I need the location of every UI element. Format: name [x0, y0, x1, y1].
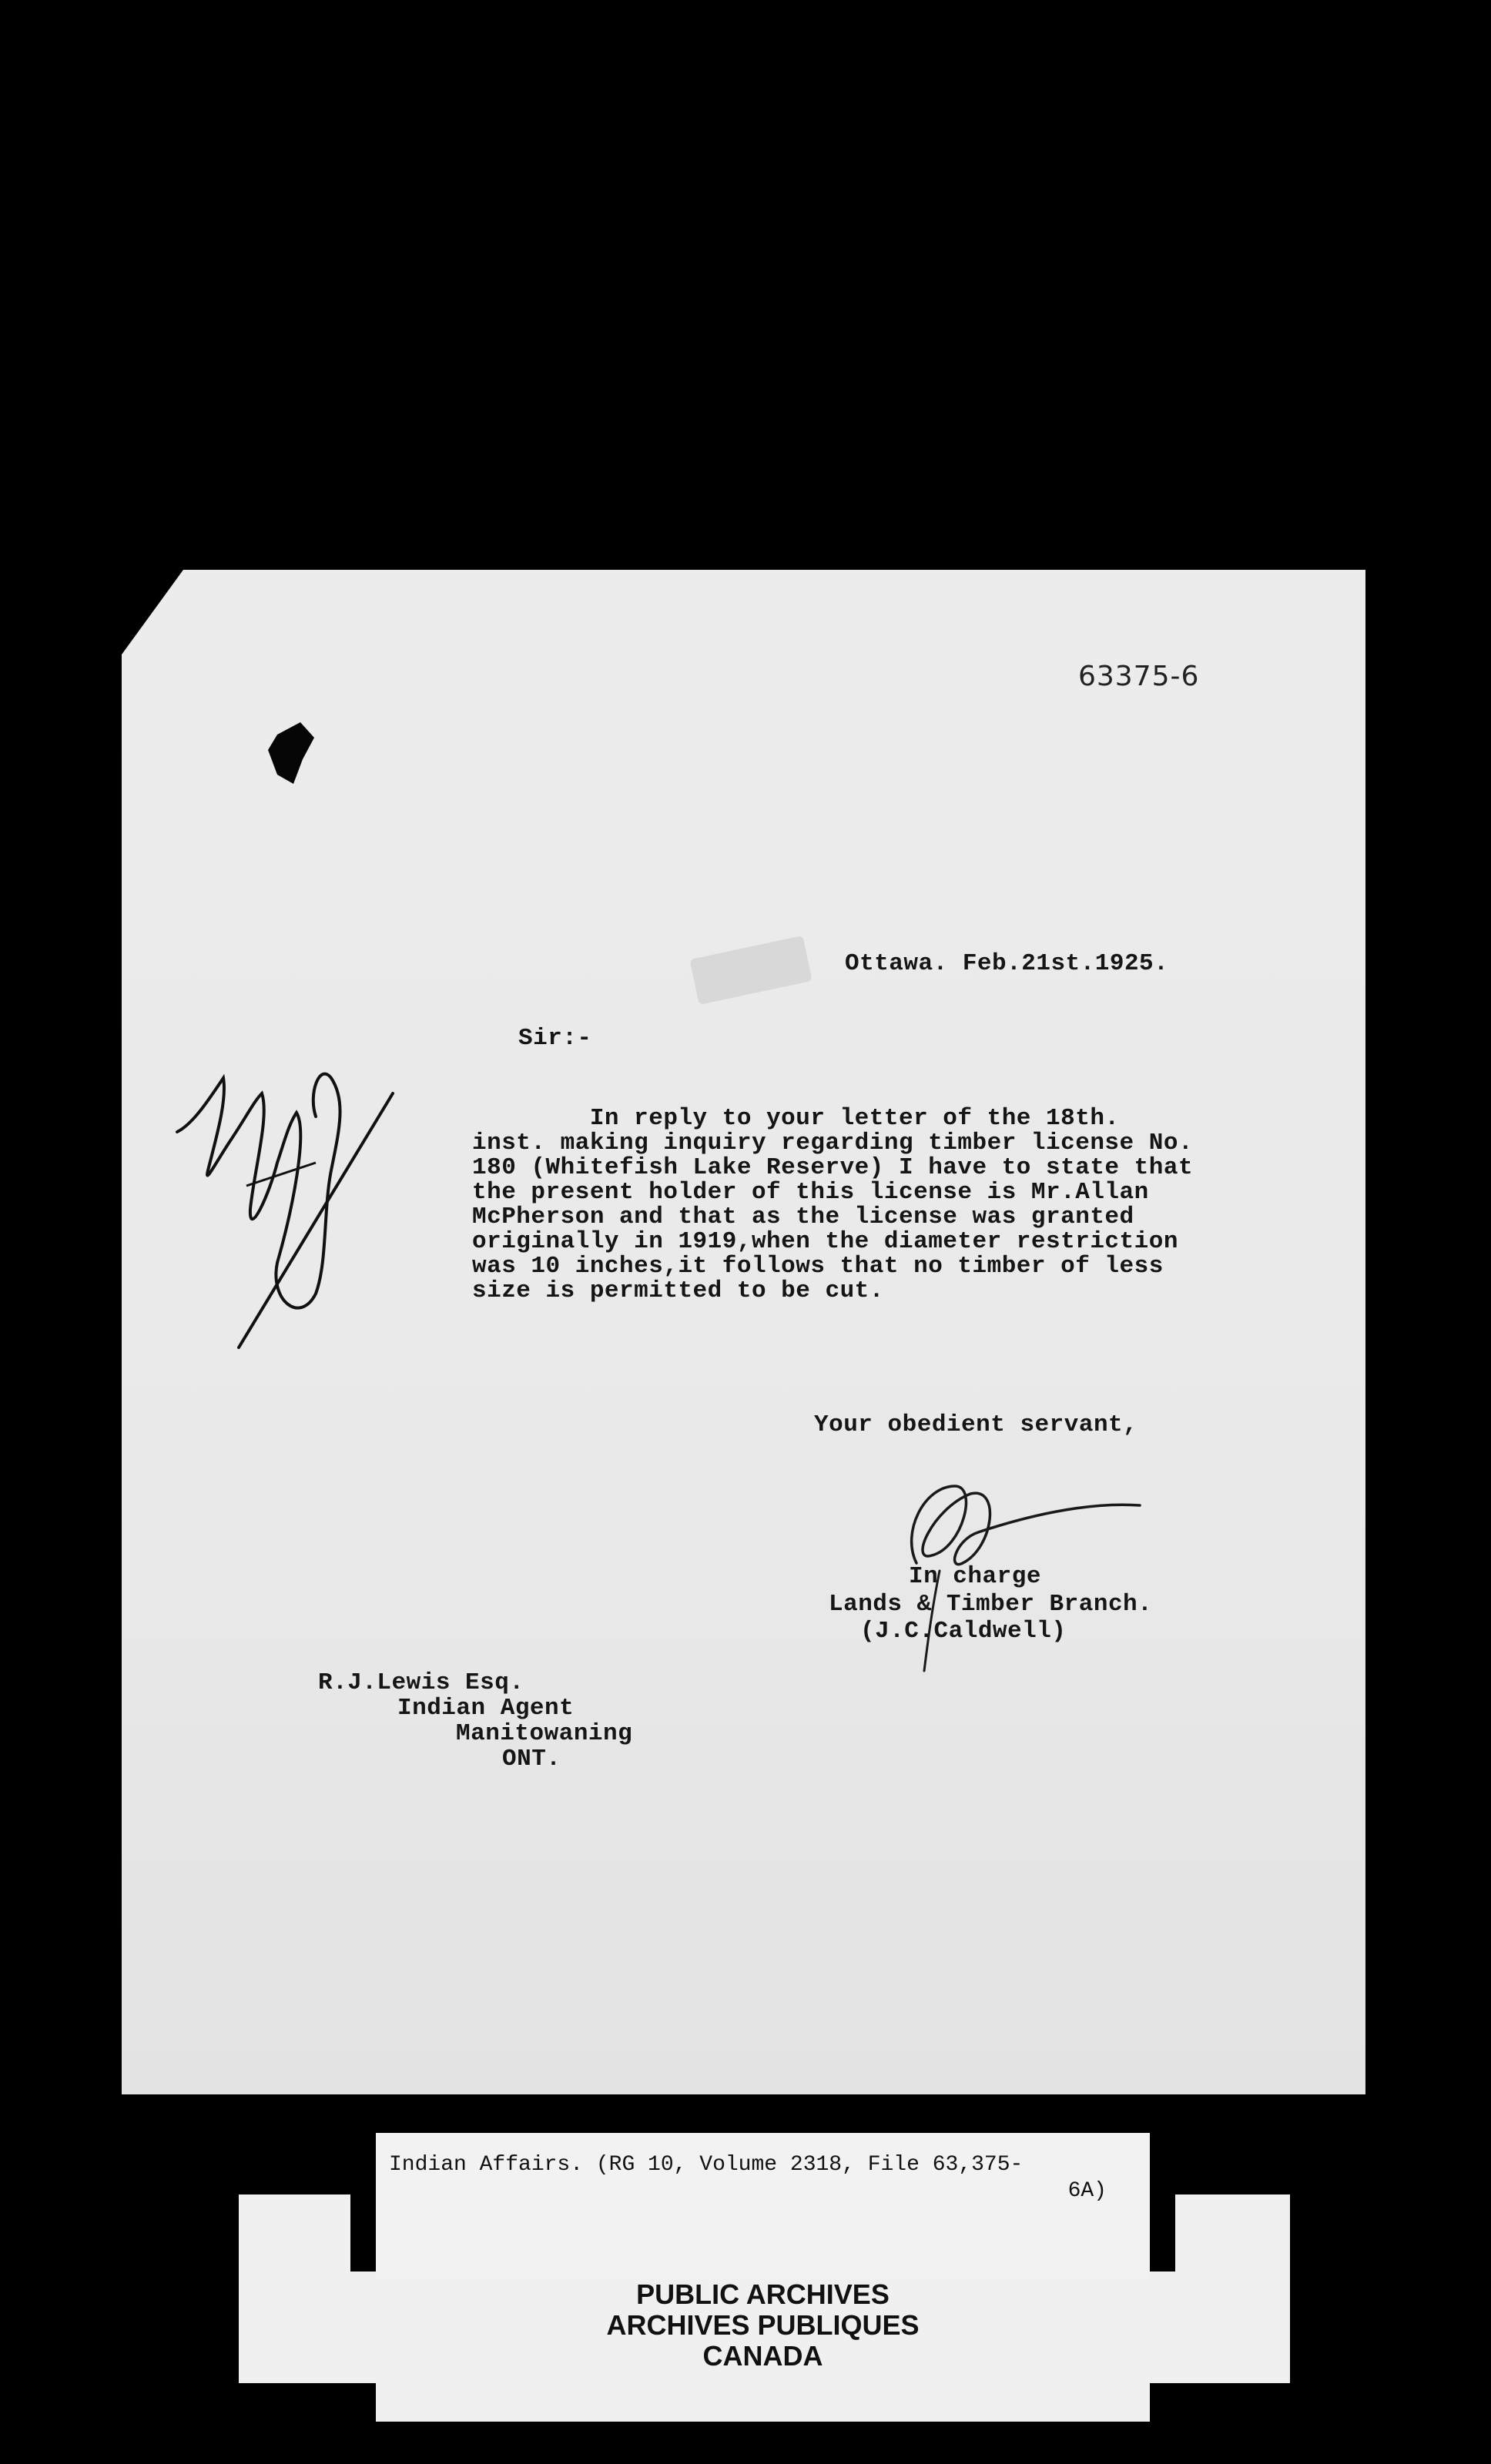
signature-branch: Lands & Timber Branch. [829, 1591, 1153, 1618]
archive-reference-line1: Indian Affairs. (RG 10, Volume 2318, File 63,375- [389, 2153, 1024, 2177]
body-line: was 10 inches,it follows that no timber of less [472, 1253, 1164, 1280]
address-line: ONT. [502, 1746, 561, 1773]
address-line: Manitowaning [456, 1720, 633, 1747]
body-line: the present holder of this license is Mr.Allan [472, 1179, 1149, 1206]
closing: Your obedient servant, [814, 1411, 1138, 1438]
handwritten-signature [886, 1440, 1155, 1686]
body-line: 180 (Whitefish Lake Reserve) I have to state that [472, 1154, 1194, 1181]
institution-line: PUBLIC ARCHIVES [636, 2278, 890, 2310]
archive-card-bottom [376, 2383, 1150, 2422]
address-line: Indian Agent [397, 1695, 575, 1722]
signature-title: In charge [909, 1563, 1041, 1590]
card-notch-right [1150, 2194, 1175, 2272]
body-line: originally in 1919,when the diameter restriction [472, 1228, 1178, 1255]
body-line: inst. making inquiry regarding timber license No. [472, 1130, 1194, 1157]
body-line: In reply to your letter of the 18th. [472, 1105, 1120, 1132]
archives-institution [376, 2279, 1150, 2372]
signature-name: (J.C.Caldwell) [860, 1618, 1067, 1645]
archive-reference [389, 2152, 1144, 2205]
handwritten-initials [162, 1009, 408, 1363]
card-notch-left [350, 2194, 376, 2272]
archive-reference-line2: 6A) [1067, 2179, 1107, 2203]
body-line: McPherson and that as the license was granted [472, 1204, 1134, 1230]
institution-line: CANADA [702, 2340, 823, 2372]
file-number: 63375-6 [1078, 661, 1200, 692]
body-line: size is permitted to be cut. [472, 1277, 884, 1304]
institution-line: ARCHIVES PUBLIQUES [606, 2309, 920, 2341]
date-line: Ottawa. Feb.21st.1925. [845, 950, 1169, 977]
address-line: R.J.Lewis Esq. [318, 1669, 524, 1696]
salutation: Sir:- [518, 1025, 592, 1052]
